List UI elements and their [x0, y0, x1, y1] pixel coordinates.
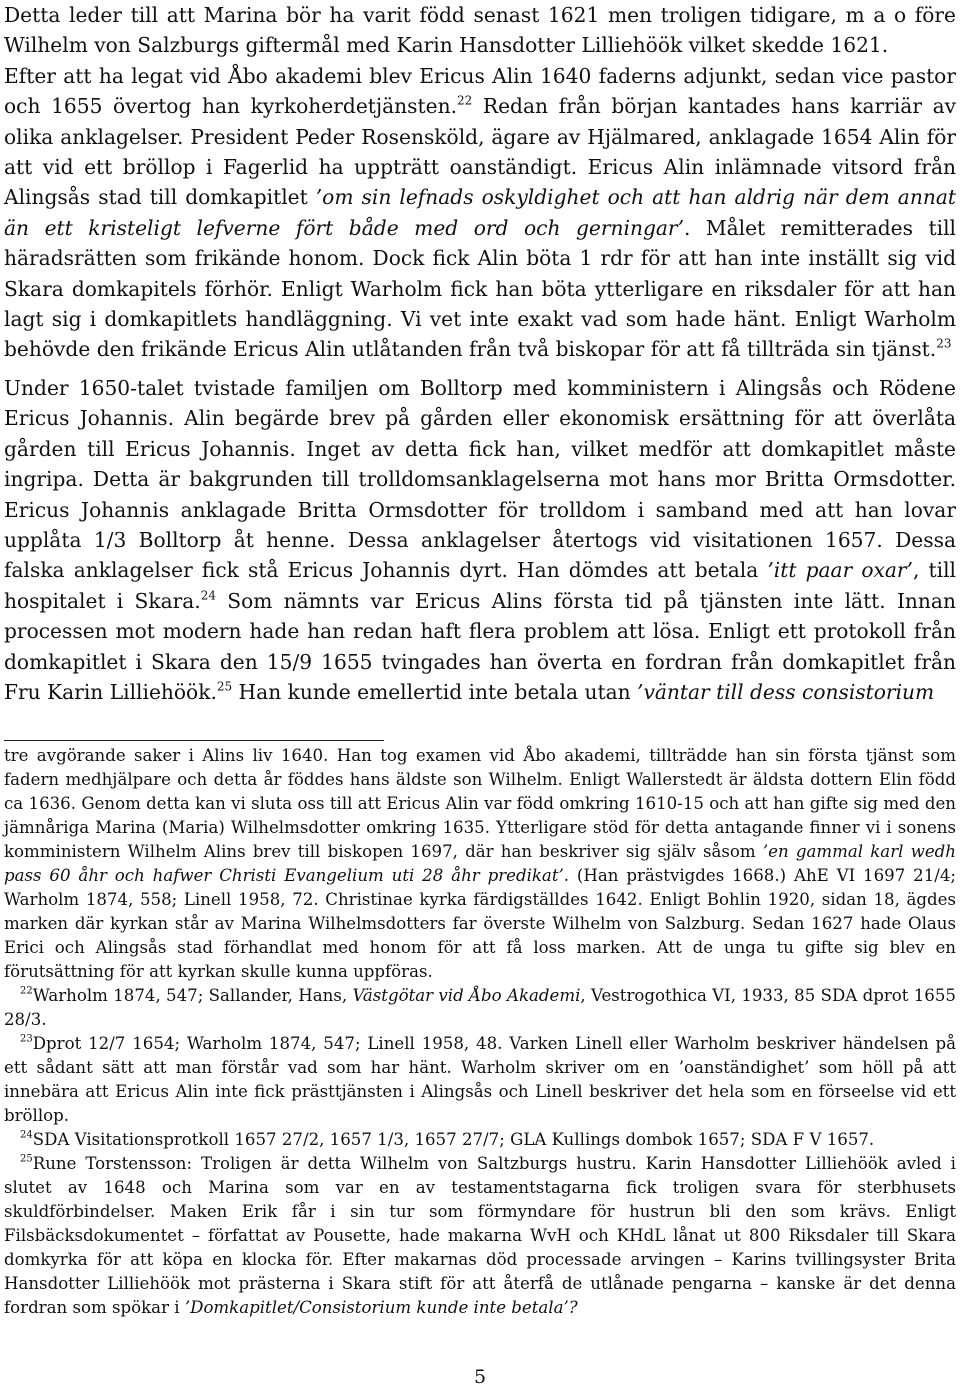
footnote-number: 25	[20, 1153, 33, 1165]
page-number: 5	[473, 1366, 487, 1388]
footnote-continuation: tre avgörande saker i Alins liv 1640. Han tog examen vid Åbo akademi, tillträdde han sin första tjänst som fadern medhjälpare och detta år föddes hans äldste son Wilhelm. Enligt Wallerstedt är äldsta dottern Elin född ca 1636. Genom detta kan vi sluta oss till att Ericus Alin var född omkring 1610-15 och att han gifte sig med den jämnåriga Marina (Maria) Wilhelmsdotter omkring 1635. Ytterligare stöd för detta antagande finner vi i sonens komministern Wilhelm Alins brev till biskopen 1697, där han beskriver sig själv såsom ’en gammal karl wedh pass 60 åhr och hafwer Christi Evangelium uti 28 åhr predikat’. (Han prästvigdes 1668.) AhE VI 1697 21/4; Warholm 1874, 558; Linell 1958, 72. Christinae kyrka färdigställdes 1642. Enligt Bohlin 1920, sidan 18, ägdes marken där kyrkan står av Marina Wilhelmsdotters far överste Wilhelm von Salzburg. Sedan 1627 hade Olaus Erici och Alingsås stad förhandlat med honom för att få loss marken. Att de unga tu gifte sig blev en förutsättning för att kyrkan skulle kunna uppföras.	[4, 746, 956, 981]
quote: ’om sin lefnads oskyldighet och att han aldrig när dem annat än ett kristeligt lefverne fört både med ord och gerningar’	[4, 185, 956, 240]
footnote-24: $^{24}$SDA Visitationsprotkoll 1657 27/2, 1657 1/3, 1657 27/7; GLA Kullings dombok 1657; SDA F V 1657.	[20, 1129, 875, 1149]
quote: ’en gammal karl wedh pass 60 åhr och hafwer Christi Evangelium uti 28 åhr predikat’	[4, 842, 956, 885]
footnote-rule	[4, 740, 384, 741]
footnote-ref-22[interactable]: 22	[457, 93, 473, 108]
quote: ’itt paar oxar’	[767, 558, 913, 583]
footnote-number: 22	[20, 985, 33, 997]
footnote-number: 23	[20, 1033, 33, 1045]
footnote-22: $^{22}$Warholm 1874, 547; Sallander, Hans, Västgötar vid Åbo Akademi, Vestrogothica VI, 1933, 85 SDA dprot 1655 28/3.	[4, 985, 956, 1029]
footnote-25: $^{25}$Rune Torstensson: Troligen är detta Wilhelm von Saltzburgs hustru. Karin Hansdotter Lilliehöök avled i slutet av 1648 och Marina som var en av testamentstagarna fick troligen svara för sterbhusets skuldförbindelser. Maken Erik får i sin tur som förmyndare för hustrun bli den som krävs. Enligt Filsbäcksdokumentet – författat av Pousette, hade makarna WvH och KHdL lånat ut 800 Riksdaler till Skara domkyrka för att köpa en klocka för. Efter makarnas död processade arvingen – Karins tvillingsyster Brita Hansdotter Lilliehöök mot prästerna i Skara stift för att återfå de utlånade pengarna – kanske är det denna fordran som spökar i ’Domkapitlet/Consistorium kunde inte betala’?	[4, 1153, 956, 1317]
footnote-ref-25[interactable]: 25	[216, 679, 233, 694]
paragraph: Under 1650-talet tvistade familjen om Bolltorp med komministern i Alingsås och Rödene Ericus Johannis. Alin begärde brev på gården eller ekonomisk ersättning för att överlåta gården till Ericus Johannis. Inget av detta fick han, vilket medför att domkapitlet måste ingripa. Detta är bakgrunden till trolldomsanklagelserna mot hans mor Britta Ormsdotter. Ericus Johannis anklagade Britta Ormsdotter för trolldom i samband med att han lovar upplåta 1/3 Bolltorp åt henne. Dessa anklagelser återtogs vid visitationen 1657. Dessa falska anklagelser fick stå Ericus Johannis dyrt. Han dömdes att betala ’itt paar oxar’, till hospitalet i Skara.$^{24}$ Som nämnts var Ericus Alins första tid på tjänsten inte lätt. Innan processen mot modern hade han redan haft flera problem att lösa. Enligt ett protokoll från domkapitlet i Skara den 15/9 1655 tvingades han överta en fordran från domkapitlet från Fru Karin Lilliehöök.$^{25}$ Han kunde emellertid inte betala utan ’väntar till dess consistorium	[4, 375, 956, 704]
paragraph: Efter att ha legat vid Åbo akademi blev Ericus Alin 1640 faderns adjunkt, sedan vice pastor och 1655 övertog han kyrkoherdetjänsten.$^{22}$ Redan från början kantades hans karriär av olika anklagelser. President Peder Rosensköld, ägare av Hjälmared, anklagade 1654 Alin för att vid ett bröllop i Fagerlid ha uppträtt oanständigt. Ericus Alin inlämnade vitsord från Alingsås stad till domkapitlet ’om sin lefnads oskyldighet och att han aldrig när dem annat än ett kristeligt lefverne fört både med ord och gerningar’. Målet remitterades till häradsrätten som frikände honom. Dock fick Alin böta 1 rdr för att han inte inställt sig vid Skara domkapitels förhör. Enligt Warholm fick han böta ytterligare en riksdaler för att han lagt sig i domkapitlets handläggning. Vi vet inte exakt vad som hade hänt. Enligt Warholm behövde den frikände Ericus Alin utlåtanden från två biskopar för att få tillträda sin tjänst.$^{23}$	[4, 63, 957, 362]
footnote-23: $^{23}$Dprot 12/7 1654; Warholm 1874, 547; Linell 1958, 48. Varken Linell eller Warholm beskriver händelsen på ett sådant sätt att man förstår vad som har hänt. Warholm skriver om en ’oanständighet’ som höll på att innebära att Ericus Alin inte fick prästtjänsten i Alingsås och Linell beskriver det hela som en förseelse vid ett bröllop.	[4, 1033, 956, 1125]
quote: ’Domkapitlet/Consistorium kunde inte betala’?	[184, 1298, 578, 1317]
quote: ’väntar till dess consistorium	[637, 679, 935, 704]
footnote-ref-24[interactable]: 24	[200, 588, 216, 603]
footnote-number: 24	[20, 1129, 33, 1141]
book-title: Västgötar vid Åbo Akademi	[352, 986, 581, 1005]
paragraph: Detta leder till att Marina bör ha varit född senast 1621 men troligen tidigare, m a o före Wilhelm von Salzburgs giftermål med Karin Hansdotter Lilliehöök vilket skedde 1621.	[4, 3, 956, 58]
footnotes	[4, 744, 956, 1320]
footnote-ref-23[interactable]: 23	[936, 337, 952, 352]
